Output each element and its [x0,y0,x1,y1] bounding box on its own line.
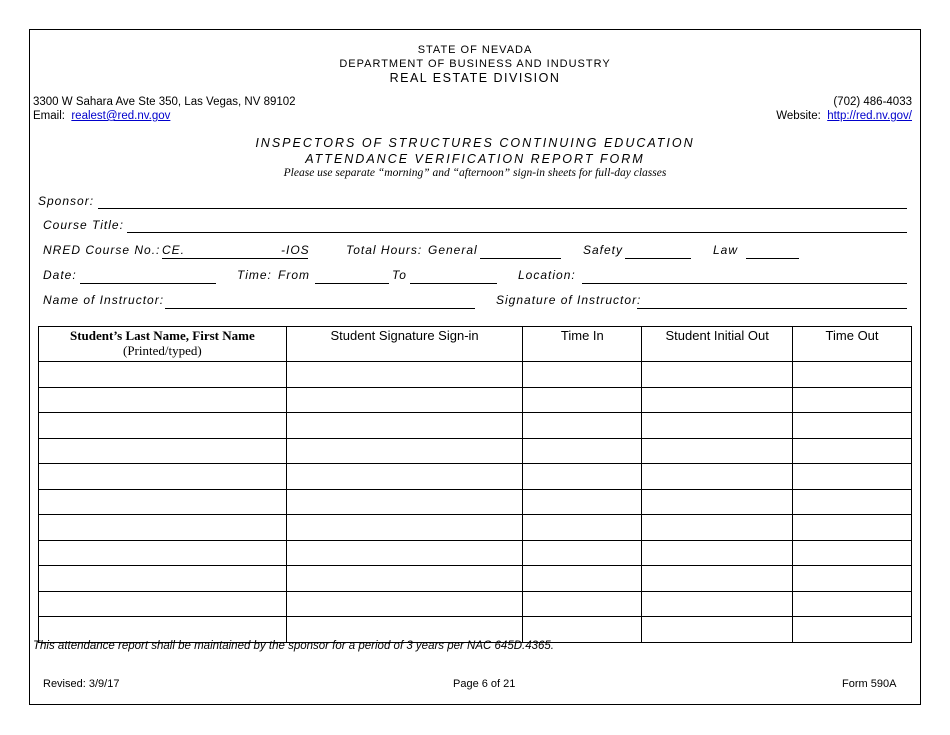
table-cell[interactable] [642,540,793,566]
table-cell[interactable] [642,617,793,643]
col-time-out-header: Time Out [793,327,912,362]
table-cell[interactable] [523,566,642,592]
table-cell[interactable] [523,464,642,490]
table-cell[interactable] [286,413,523,439]
address: 3300 W Sahara Ave Ste 350, Las Vegas, NV 89102 [33,96,296,108]
table-cell[interactable] [642,438,793,464]
form-number: Form 590A [842,678,897,690]
date-label: Date: [43,268,77,282]
instructor-name-field[interactable] [165,308,475,309]
time-label: Time: [237,268,272,282]
sponsor-label: Sponsor: [38,194,95,208]
col-time-in-header: Time In [523,327,642,362]
table-cell[interactable] [523,591,642,617]
table-cell[interactable] [39,464,287,490]
table-cell[interactable] [523,362,642,388]
sponsor-field[interactable] [98,208,907,209]
table-cell[interactable] [642,515,793,541]
table-row [39,438,912,464]
table-cell[interactable] [523,438,642,464]
header-department: DEPARTMENT OF BUSINESS AND INDUSTRY [339,58,611,70]
table-cell[interactable] [39,489,287,515]
table-cell[interactable] [286,464,523,490]
website-label: Website: [776,110,821,122]
table-cell[interactable] [523,387,642,413]
table-cell[interactable] [39,438,287,464]
table-cell[interactable] [39,387,287,413]
instructor-name-label: Name of Instructor: [43,293,165,307]
email-label: Email: [33,110,65,122]
header-state: STATE OF NEVADA [417,44,533,56]
table-cell[interactable] [286,387,523,413]
date-field[interactable] [80,283,216,284]
table-cell[interactable] [523,540,642,566]
table-cell[interactable] [642,362,793,388]
general-hours-field[interactable] [480,258,561,259]
form-title-line2: ATTENDANCE VERIFICATION REPORT FORM [305,152,645,166]
table-cell[interactable] [39,413,287,439]
table-cell[interactable] [793,464,912,490]
law-hours-field[interactable] [746,258,799,259]
table-cell[interactable] [523,617,642,643]
table-cell[interactable] [286,540,523,566]
location-label: Location: [518,268,576,282]
table-row [39,617,912,643]
table-cell[interactable] [286,566,523,592]
table-cell[interactable] [642,489,793,515]
table-cell[interactable] [286,617,523,643]
safety-label: Safety [583,243,624,257]
table-cell[interactable] [39,591,287,617]
safety-hours-field[interactable] [625,258,691,259]
table-cell[interactable] [793,362,912,388]
table-cell[interactable] [39,617,287,643]
table-cell[interactable] [642,566,793,592]
table-cell[interactable] [793,387,912,413]
table-header-row [39,327,912,362]
page-number: Page 6 of 21 [453,678,516,690]
time-from-field[interactable] [315,283,389,284]
table-cell[interactable] [39,362,287,388]
phone: (702) 486-4033 [833,96,912,108]
header-division: REAL ESTATE DIVISION [389,71,561,85]
from-label: From [278,268,310,282]
table-cell[interactable] [642,591,793,617]
table-cell[interactable] [793,438,912,464]
attendance-table [38,326,912,643]
table-row [39,387,912,413]
nred-course-label: NRED Course No.: [43,243,161,257]
course-prefix: CE. [162,243,186,257]
revised-date: Revised: 3/9/17 [43,678,120,690]
table-cell[interactable] [793,591,912,617]
location-field[interactable] [582,283,907,284]
table-cell[interactable] [793,413,912,439]
table-cell[interactable] [793,566,912,592]
course-suffix: -IOS [281,243,310,257]
table-cell[interactable] [523,489,642,515]
course-number-field[interactable] [162,258,308,259]
table-row [39,515,912,541]
table-row [39,362,912,388]
email-link[interactable]: realest@red.nv.gov [71,110,171,122]
retention-note: This attendance report shall be maintained by the sponsor for a period of 3 years per NAC 645D.4365. [33,640,554,652]
table-cell[interactable] [523,515,642,541]
table-row [39,464,912,490]
general-label: General [428,243,478,257]
instructor-signature-label: Signature of Instructor: [496,293,642,307]
table-cell[interactable] [793,489,912,515]
table-row [39,566,912,592]
col-signature-header: Student Signature Sign-in [286,327,523,362]
table-cell[interactable] [39,540,287,566]
table-cell[interactable] [642,413,793,439]
table-row [39,540,912,566]
website-line [776,109,912,123]
table-cell[interactable] [523,413,642,439]
col-student-name-title: Student’s Last Name, First Name [69,328,255,343]
table-cell[interactable] [793,617,912,643]
table-cell[interactable] [793,540,912,566]
table-row [39,489,912,515]
table-row [39,413,912,439]
table-cell[interactable] [286,515,523,541]
law-label: Law [713,243,739,257]
col-student-name-subtitle: (Printed/typed) [123,343,202,358]
course-title-field[interactable] [127,232,907,233]
form-title-line1: INSPECTORS OF STRUCTURES CONTINUING EDUCATION [255,136,695,150]
instructor-signature-field[interactable] [637,308,907,309]
table-cell[interactable] [642,387,793,413]
email-line [33,109,170,123]
total-hours-label: Total Hours: [346,243,423,257]
website-link[interactable]: http://red.nv.gov/ [827,110,912,122]
to-label: To [392,268,407,282]
table-cell[interactable] [642,464,793,490]
time-to-field[interactable] [410,283,497,284]
table-cell[interactable] [39,566,287,592]
table-cell[interactable] [39,515,287,541]
col-initial-out-header: Student Initial Out [642,327,793,362]
table-cell[interactable] [286,438,523,464]
table-row [39,591,912,617]
table-cell[interactable] [286,362,523,388]
course-title-label: Course Title: [43,218,124,232]
col-student-name-header [39,327,287,362]
table-cell[interactable] [286,591,523,617]
table-cell[interactable] [793,515,912,541]
form-subtitle: Please use separate “morning” and “afternoon” sign-in sheets for full-day classes [283,167,667,179]
table-cell[interactable] [286,489,523,515]
